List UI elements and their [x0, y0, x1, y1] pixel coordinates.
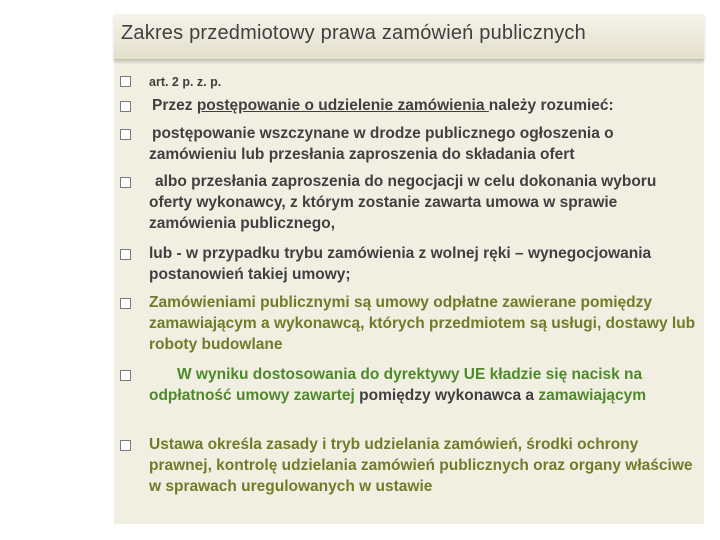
bullet-box-icon	[120, 76, 131, 87]
list-item-text	[152, 95, 700, 116]
list-item-text: albo przesłania zaproszenia do negocjacji w celu dokonania wyboru oferty wykonawcy, z którym zostanie zawarta umowa w sprawie zamówienia publicznego,	[149, 173, 657, 232]
list-item-text: postępowanie wszczynane w drodze publicznego ogłoszenia o zamówieniu lub przesłania zaproszenia do składania ofert	[149, 125, 614, 163]
list-item-text: art. 2 p. z. p.	[149, 75, 222, 89]
text-segment: Przez	[152, 97, 197, 114]
bullet-box-icon	[120, 370, 131, 381]
list-item-text	[149, 364, 697, 406]
bullet-box-icon	[120, 249, 131, 260]
underlined-term: postępowanie o udzielenie zamówienia	[196, 97, 489, 114]
bullet-box-icon	[120, 177, 131, 188]
emphasis-text: W wyniku dostosowania do dyrektywy UE kładzie się nacisk na odpłatność umowy zawartej	[149, 366, 643, 404]
slide-title: Zakres przedmiotowy prawa zamówień publicznych	[121, 22, 586, 44]
list-item-text: Zamówieniami publicznymi są umowy odpłatne zawierane pomiędzy zamawiającym a wykonawcą, których przedmiotem są usługi, dostawy lub roboty budowlane	[149, 294, 696, 353]
list-item-text: lub - w przypadku trybu zamówienia z wolnej ręki – wynegocjowania postanowień takiej umowy;	[149, 245, 652, 283]
emphasis-text: zamawiającym	[538, 387, 647, 404]
text-segment: pomiędzy wykonawca a	[354, 387, 539, 404]
bullet-box-icon	[120, 129, 131, 140]
bullet-box-icon	[120, 440, 131, 451]
list-item-text: Ustawa określa zasady i tryb udzielania zamówień, środki ochrony prawnej, kontrolę udzielania zamówień publicznych oraz organy właściwe w sprawach uregulowanych w ustawie	[149, 436, 693, 495]
bullet-box-icon	[120, 101, 131, 112]
bullet-box-icon	[120, 298, 131, 309]
text-segment: należy rozumieć:	[488, 97, 614, 114]
